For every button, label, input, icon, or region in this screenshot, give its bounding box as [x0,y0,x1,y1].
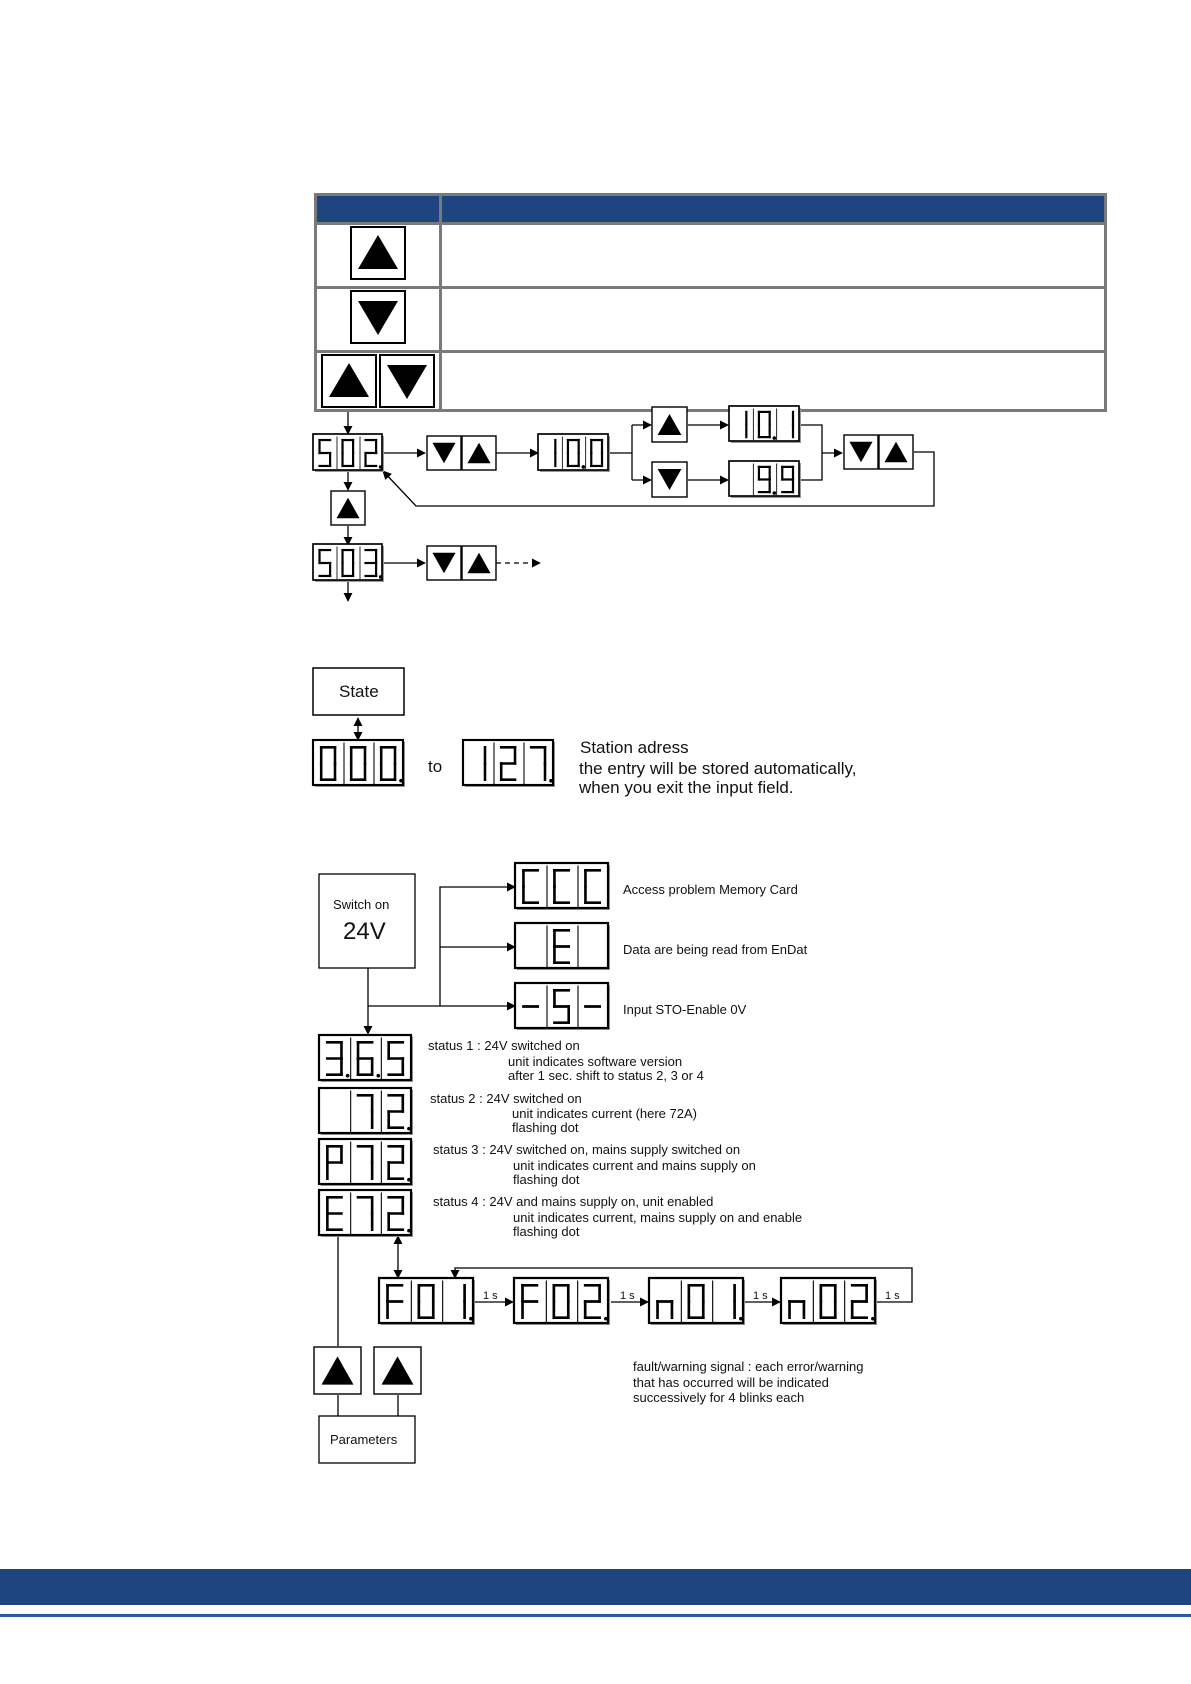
interval-label: 1 s [753,1290,768,1302]
decimal-dot [376,1074,380,1078]
decimal-dot [469,1317,473,1321]
display-sto [515,983,610,1030]
display-fault-f01 [379,1278,475,1325]
special-state-text: Access problem Memory Card [623,882,798,897]
status-1-line2: unit indicates software version [508,1054,683,1069]
decimal-dot [399,779,403,783]
display-status-3 [319,1139,413,1186]
decimal-dot [379,575,383,579]
display-ccc [515,863,610,910]
voltage-label: 24V [343,918,386,945]
display-503 [313,544,384,582]
down-key-icon [427,546,461,580]
special-state-text: Data are being read from EnDat [623,942,808,957]
display-101 [729,406,801,443]
display-status-2 [319,1088,413,1135]
display-127 [463,740,555,787]
interval-label: 1 s [483,1290,498,1302]
status-3-line3: flashing dot [513,1172,580,1187]
state-label: State [339,682,379,701]
station-desc-line1: the entry will be stored automatically, [579,759,857,778]
fault-text-line3: successively for 4 blinks each [633,1390,805,1405]
up-key-icon [314,1347,361,1394]
decimal-dot [407,1229,411,1233]
status-3-line2: unit indicates current and mains supply on [513,1158,756,1173]
decimal-dot [604,1317,608,1321]
up-key-icon [331,491,365,525]
status-2-line2: unit indicates current (here 72A) [512,1106,697,1121]
status-3-line1: status 3 : 24V switched on, mains supply switched on [433,1142,741,1157]
parameters-label: Parameters [330,1432,398,1447]
status-4-line2: unit indicates current, mains supply on and enable [513,1210,803,1225]
decimal-dot [549,779,553,783]
decimal-dot [773,436,777,440]
footer-line [0,1614,1191,1617]
display-100 [538,434,610,472]
station-desc-line2: when you exit the input field. [579,778,794,797]
display-warning-n02 [781,1278,877,1325]
decimal-dot [407,1178,411,1182]
display-status-4 [319,1190,413,1237]
down-key-icon [652,462,687,497]
display-fault-f02 [514,1278,610,1325]
display-e [515,923,610,970]
to-label: to [428,757,443,776]
up-key-icon [879,435,913,469]
decimal-dot [346,1074,350,1078]
decimal-dot [379,465,383,469]
decimal-dot [871,1317,875,1321]
decimal-dot [582,465,586,469]
status-2-line1: status 2 : 24V switched on [430,1091,582,1106]
up-key-icon [652,407,687,442]
up-key-icon [374,1347,421,1394]
up-key-icon [462,436,496,470]
display-warning-n01 [649,1278,745,1325]
display-status-1 [319,1035,413,1082]
status-4-line1: status 4 : 24V and mains supply on, unit enabled [433,1194,714,1209]
special-state-text: Input STO-Enable 0V [623,1002,747,1017]
decimal-dot [773,491,777,495]
display-000 [313,740,405,787]
status-1-line3: after 1 sec. shift to status 2, 3 or 4 [508,1068,704,1083]
fault-text-line1: fault/warning signal : each error/warning [633,1359,864,1374]
interval-label: 1 s [620,1290,635,1302]
down-key-icon [427,436,461,470]
status-1-line1: status 1 : 24V switched on [428,1038,580,1053]
display-99 [729,461,801,498]
footer-band [0,1569,1191,1605]
display-502 [313,434,384,472]
station-desc-title: Station adress [580,738,689,757]
switch-on-label: Switch on [333,897,390,912]
up-key-icon [462,546,496,580]
down-key-icon [844,435,878,469]
fault-text-line2: that has occurred will be indicated [633,1375,829,1390]
decimal-dot [407,1127,411,1131]
status-2-line3: flashing dot [512,1120,579,1135]
interval-label: 1 s [885,1290,900,1302]
status-4-line3: flashing dot [513,1224,580,1239]
decimal-dot [739,1317,743,1321]
